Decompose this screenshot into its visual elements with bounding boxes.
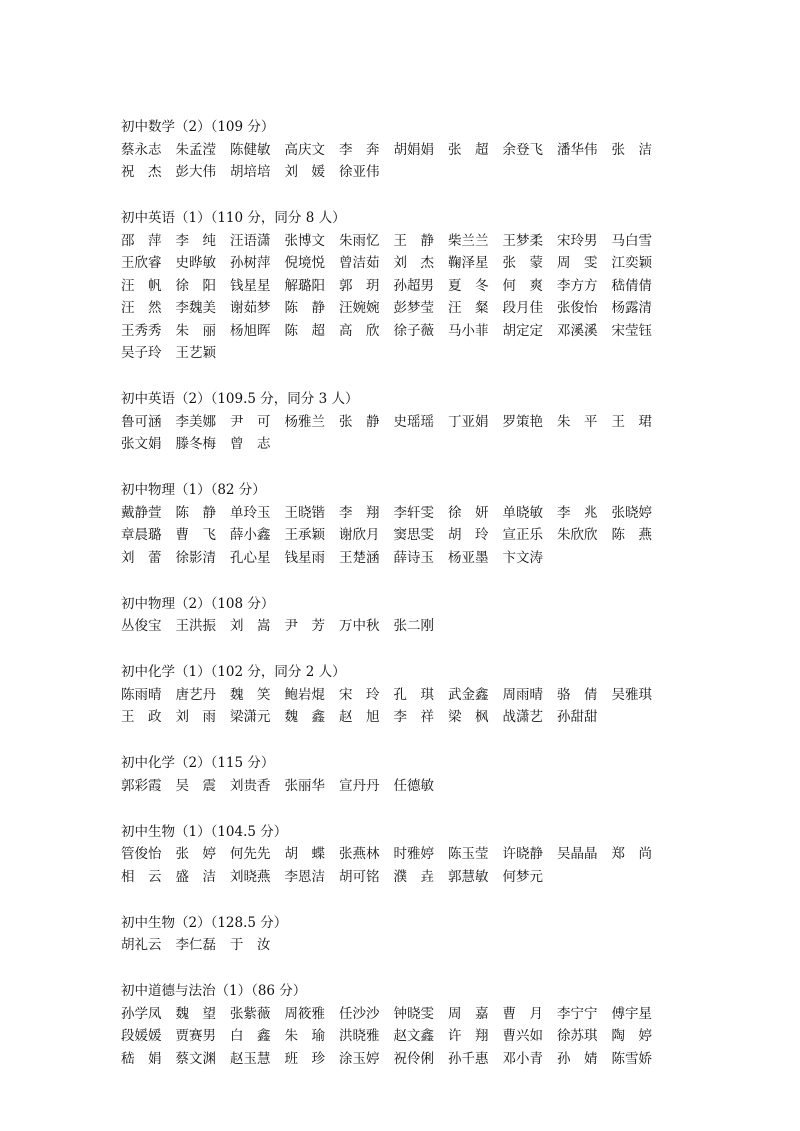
student-name: 王洪振 bbox=[175, 618, 216, 634]
student-name: 吴子玲 bbox=[121, 345, 162, 361]
name-row bbox=[121, 342, 681, 365]
student-name: 周雨晴 bbox=[502, 686, 543, 703]
name-row bbox=[121, 706, 681, 729]
name-row bbox=[121, 502, 681, 525]
student-name: 窦思雯 bbox=[393, 527, 434, 543]
student-name: 陈 静 bbox=[284, 300, 325, 316]
student-name: 张燕林 bbox=[339, 846, 380, 862]
section-heading: 初中物理（1）（82 分） bbox=[121, 482, 266, 498]
student-name: 张 超 bbox=[448, 141, 489, 158]
student-name: 盛 洁 bbox=[175, 868, 216, 885]
section-heading: 初中物理（2）（108 分） bbox=[121, 595, 275, 612]
student-name: 朱雨忆 bbox=[339, 232, 380, 249]
student-name: 张 静 bbox=[339, 413, 380, 430]
student-name: 宋 玲 bbox=[339, 686, 380, 703]
student-name: 李美娜 bbox=[175, 413, 216, 430]
student-name: 徐影清 bbox=[175, 549, 216, 566]
student-name: 周筱雅 bbox=[284, 1005, 325, 1022]
name-row bbox=[121, 866, 681, 889]
student-name: 王晓锴 bbox=[284, 504, 325, 521]
student-name: 郭 玥 bbox=[339, 277, 380, 294]
student-name: 周 雯 bbox=[557, 255, 598, 271]
award-section bbox=[121, 593, 681, 638]
name-row bbox=[121, 1048, 681, 1071]
student-name: 陈玉莹 bbox=[448, 846, 489, 862]
student-name: 王秀秀 bbox=[121, 322, 162, 339]
name-row bbox=[121, 615, 681, 638]
student-name: 梁 枫 bbox=[448, 709, 489, 725]
student-name: 段月佳 bbox=[502, 300, 543, 316]
name-row bbox=[121, 252, 681, 275]
section-heading: 初中道德与法治（1）（86 分） bbox=[121, 983, 307, 999]
student-name: 孔心星 bbox=[230, 549, 271, 566]
student-name: 胡礼云 bbox=[121, 937, 162, 953]
student-name: 钱星星 bbox=[230, 277, 271, 294]
name-row bbox=[121, 275, 681, 298]
student-name: 王艺颖 bbox=[175, 345, 216, 361]
document-page bbox=[121, 116, 681, 1094]
student-name: 孙千惠 bbox=[448, 1050, 489, 1067]
student-name: 胡 玲 bbox=[448, 527, 489, 543]
student-name: 薛小鑫 bbox=[230, 527, 271, 543]
student-name: 班 珍 bbox=[284, 1050, 325, 1067]
section-heading: 初中生物（1）（104.5 分） bbox=[121, 823, 288, 840]
student-name: 罗策艳 bbox=[502, 413, 543, 430]
student-name: 任沙沙 bbox=[339, 1005, 380, 1022]
student-name: 何梦元 bbox=[502, 868, 543, 885]
student-name: 陶 婷 bbox=[611, 1028, 652, 1044]
student-name: 余登飞 bbox=[502, 141, 543, 158]
student-name: 汪语潇 bbox=[230, 232, 271, 249]
student-name: 骆 倩 bbox=[557, 686, 598, 703]
student-name: 洪晓雅 bbox=[339, 1028, 380, 1044]
student-name: 孙学凤 bbox=[121, 1005, 162, 1022]
name-row bbox=[121, 139, 681, 162]
student-name: 徐 妍 bbox=[448, 504, 489, 521]
student-name: 于 汝 bbox=[230, 937, 271, 953]
name-row bbox=[121, 843, 681, 866]
student-name: 史晔敏 bbox=[175, 255, 216, 271]
student-name: 高庆文 bbox=[284, 141, 325, 158]
student-name: 徐子薇 bbox=[393, 322, 434, 339]
student-name: 李仁磊 bbox=[175, 937, 216, 953]
student-name: 王 静 bbox=[393, 232, 434, 249]
student-name: 张 婷 bbox=[175, 846, 216, 862]
student-name: 李 翔 bbox=[339, 504, 380, 521]
student-name: 李宁宁 bbox=[557, 1005, 598, 1022]
student-name: 刘 嵩 bbox=[230, 618, 271, 634]
student-name: 刘 蕾 bbox=[121, 549, 162, 566]
student-name: 郑 尚 bbox=[611, 846, 652, 862]
student-name: 孔 琪 bbox=[393, 686, 434, 703]
student-name: 李魏美 bbox=[175, 300, 216, 316]
student-name: 汪 粲 bbox=[448, 300, 489, 316]
award-section bbox=[121, 752, 681, 797]
name-row bbox=[121, 934, 681, 957]
student-name: 魏 望 bbox=[175, 1005, 216, 1022]
student-name: 孙超男 bbox=[393, 277, 434, 294]
student-name: 王楚涵 bbox=[339, 549, 380, 566]
student-name: 周 嘉 bbox=[448, 1005, 489, 1022]
student-name: 彭梦莹 bbox=[393, 300, 434, 316]
student-name: 孙甜甜 bbox=[557, 709, 598, 725]
student-name: 孙 婧 bbox=[557, 1050, 598, 1067]
student-name: 徐苏琪 bbox=[557, 1028, 598, 1044]
student-name: 汪 帆 bbox=[121, 277, 162, 294]
student-name: 刘 雨 bbox=[175, 709, 216, 725]
student-name: 马白雪 bbox=[611, 232, 652, 249]
student-name: 濮 垚 bbox=[393, 868, 434, 885]
award-section bbox=[121, 980, 681, 1070]
student-name: 赵文鑫 bbox=[393, 1028, 434, 1044]
student-name: 李 奔 bbox=[339, 141, 380, 158]
name-row bbox=[121, 433, 681, 456]
student-name: 管俊怡 bbox=[121, 846, 162, 862]
student-name: 陈 超 bbox=[284, 322, 325, 339]
student-name: 王 政 bbox=[121, 709, 162, 725]
student-name: 魏 笑 bbox=[230, 686, 271, 703]
student-name: 史瑶瑶 bbox=[393, 413, 434, 430]
student-name: 何先先 bbox=[230, 846, 271, 862]
student-name: 万中秋 bbox=[339, 618, 380, 634]
name-row bbox=[121, 684, 681, 707]
student-name: 宋玲男 bbox=[557, 232, 598, 249]
student-name: 宣丹丹 bbox=[339, 777, 380, 794]
student-name: 战潇艺 bbox=[502, 709, 543, 725]
student-name: 曹 月 bbox=[502, 1005, 543, 1022]
student-name: 汪婉婉 bbox=[339, 300, 380, 316]
student-name: 蔡永志 bbox=[121, 141, 162, 158]
student-name: 陈 静 bbox=[175, 504, 216, 521]
student-name: 郭慧敏 bbox=[448, 868, 489, 885]
student-name: 彭大伟 bbox=[175, 164, 216, 180]
student-name: 李 祥 bbox=[393, 709, 434, 725]
student-name: 张丽华 bbox=[284, 777, 325, 794]
name-row bbox=[121, 775, 681, 798]
student-name: 钱星雨 bbox=[284, 549, 325, 566]
student-name: 宣正乐 bbox=[502, 527, 543, 543]
student-name: 朱 丽 bbox=[175, 322, 216, 339]
student-name: 蔡文渊 bbox=[175, 1050, 216, 1067]
student-name: 傅宇星 bbox=[611, 1005, 652, 1022]
student-name: 朱欣欣 bbox=[557, 527, 598, 543]
student-name: 张博文 bbox=[284, 232, 325, 249]
student-name: 王梦柔 bbox=[502, 232, 543, 249]
award-section bbox=[121, 661, 681, 729]
student-name: 潘华伟 bbox=[557, 141, 598, 158]
student-name: 李轩雯 bbox=[393, 504, 434, 521]
student-name: 张 蒙 bbox=[502, 255, 543, 271]
student-name: 鲁可涵 bbox=[121, 413, 162, 430]
student-name: 胡可铭 bbox=[339, 868, 380, 885]
student-name: 丁亚娟 bbox=[448, 413, 489, 430]
student-name: 武金鑫 bbox=[448, 686, 489, 703]
student-name: 李方方 bbox=[557, 277, 598, 294]
student-name: 张二刚 bbox=[393, 618, 434, 634]
student-name: 祝伶俐 bbox=[393, 1050, 434, 1067]
student-name: 王欣睿 bbox=[121, 255, 162, 271]
student-name: 杨亚墨 bbox=[448, 549, 489, 566]
student-name: 高 欣 bbox=[339, 322, 380, 339]
name-row bbox=[121, 1003, 681, 1026]
student-name: 杨露清 bbox=[611, 300, 652, 316]
name-row bbox=[121, 230, 681, 253]
award-section bbox=[121, 207, 681, 365]
student-name: 曹兴如 bbox=[502, 1028, 543, 1044]
student-name: 赵玉慧 bbox=[230, 1050, 271, 1067]
student-name: 章晨璐 bbox=[121, 527, 162, 543]
student-name: 陈雪娇 bbox=[611, 1050, 652, 1067]
student-name: 邓溪溪 bbox=[557, 322, 598, 339]
name-row bbox=[121, 320, 681, 343]
section-heading: 初中数学（2）（109 分） bbox=[121, 119, 275, 135]
student-name: 刘贵香 bbox=[230, 777, 271, 794]
section-heading: 初中化学（1）（102 分，同分 2 人） bbox=[121, 664, 346, 680]
student-name: 卞文涛 bbox=[502, 549, 543, 566]
student-name: 许晓静 bbox=[502, 846, 543, 862]
student-name: 何 爽 bbox=[502, 277, 543, 294]
student-name: 杨旭晖 bbox=[230, 322, 271, 339]
student-name: 时雅婷 bbox=[393, 846, 434, 862]
student-name: 李恩洁 bbox=[284, 868, 325, 885]
student-name: 鲍岩焜 bbox=[284, 686, 325, 703]
award-section bbox=[121, 116, 681, 184]
student-name: 马小菲 bbox=[448, 322, 489, 339]
student-name: 刘 媛 bbox=[284, 164, 325, 180]
student-name: 涂玉婷 bbox=[339, 1050, 380, 1067]
award-section bbox=[121, 821, 681, 889]
student-name: 柴兰兰 bbox=[448, 232, 489, 249]
student-name: 解璐阳 bbox=[284, 277, 325, 294]
student-name: 汪 然 bbox=[121, 300, 162, 316]
student-name: 杨雅兰 bbox=[284, 413, 325, 430]
student-name: 任德敏 bbox=[393, 777, 434, 794]
student-name: 梁潇元 bbox=[230, 709, 271, 725]
student-name: 吴晶晶 bbox=[557, 846, 598, 862]
student-name: 唐艺丹 bbox=[175, 686, 216, 703]
name-row bbox=[121, 524, 681, 547]
student-name: 宋莹钰 bbox=[611, 322, 652, 339]
student-name: 倪境悦 bbox=[284, 255, 325, 271]
student-name: 张紫薇 bbox=[230, 1005, 271, 1022]
student-name: 李 兆 bbox=[557, 504, 598, 521]
student-name: 张文娟 bbox=[121, 436, 162, 452]
student-name: 单玲玉 bbox=[230, 504, 271, 521]
student-name: 王承颖 bbox=[284, 527, 325, 543]
student-name: 谢欣月 bbox=[339, 527, 380, 543]
section-heading: 初中生物（2）（128.5 分） bbox=[121, 914, 288, 931]
award-section bbox=[121, 388, 681, 456]
student-name: 段媛媛 bbox=[121, 1028, 162, 1044]
student-name: 徐亚伟 bbox=[339, 164, 380, 180]
student-name: 单晓敏 bbox=[502, 504, 543, 521]
student-name: 相 云 bbox=[121, 868, 162, 885]
student-name: 江奕颖 bbox=[611, 255, 652, 271]
name-row bbox=[121, 161, 681, 184]
student-name: 孙树萍 bbox=[230, 255, 271, 271]
student-name: 尹 可 bbox=[230, 413, 271, 430]
student-name: 郭彩霞 bbox=[121, 777, 162, 794]
student-name: 钟晓雯 bbox=[393, 1005, 434, 1022]
student-name: 徐 阳 bbox=[175, 277, 216, 294]
student-name: 胡定定 bbox=[502, 322, 543, 339]
student-name: 白 鑫 bbox=[230, 1028, 271, 1044]
student-name: 刘 杰 bbox=[393, 255, 434, 271]
student-name: 曹 飞 bbox=[175, 527, 216, 543]
name-row bbox=[121, 547, 681, 570]
student-name: 邵 萍 bbox=[121, 232, 162, 249]
student-name: 张俊怡 bbox=[557, 300, 598, 316]
student-name: 祝 杰 bbox=[121, 164, 162, 180]
student-name: 曾 志 bbox=[230, 436, 271, 452]
student-name: 滕冬梅 bbox=[175, 436, 216, 452]
student-name: 鞠泽星 bbox=[448, 255, 489, 271]
student-name: 嵇 娟 bbox=[121, 1050, 162, 1067]
student-name: 曾洁茹 bbox=[339, 255, 380, 271]
student-name: 张 洁 bbox=[611, 141, 652, 158]
name-row bbox=[121, 1025, 681, 1048]
student-name: 贾赛男 bbox=[175, 1028, 216, 1044]
section-heading: 初中英语（2）（109.5 分，同分 3 人） bbox=[121, 391, 359, 407]
name-row bbox=[121, 297, 681, 320]
student-name: 邓小青 bbox=[502, 1050, 543, 1067]
student-name: 陈 燕 bbox=[611, 527, 652, 543]
section-heading: 初中英语（1）（110 分，同分 8 人） bbox=[121, 210, 346, 226]
student-name: 刘晓燕 bbox=[230, 868, 271, 885]
award-section bbox=[121, 912, 681, 957]
student-name: 张晓婷 bbox=[611, 504, 652, 521]
student-name: 胡培培 bbox=[230, 164, 271, 180]
student-name: 陈健敏 bbox=[230, 141, 271, 158]
student-name: 嵇倩倩 bbox=[611, 277, 652, 294]
student-name: 戴静萱 bbox=[121, 504, 162, 521]
student-name: 陈雨晴 bbox=[121, 686, 162, 703]
student-name: 吴雅琪 bbox=[611, 686, 652, 703]
student-name: 丛俊宝 bbox=[121, 618, 162, 634]
student-name: 胡娟娟 bbox=[393, 141, 434, 158]
student-name: 赵 旭 bbox=[339, 709, 380, 725]
student-name: 朱孟滢 bbox=[175, 141, 216, 158]
award-section bbox=[121, 479, 681, 569]
student-name: 魏 鑫 bbox=[284, 709, 325, 725]
student-name: 朱 平 bbox=[557, 413, 598, 430]
student-name: 谢茹梦 bbox=[230, 300, 271, 316]
student-name: 王 珺 bbox=[611, 413, 652, 430]
student-name: 朱 瑜 bbox=[284, 1028, 325, 1044]
student-name: 许 翔 bbox=[448, 1028, 489, 1044]
section-heading: 初中化学（2）（115 分） bbox=[121, 755, 275, 771]
student-name: 薛诗玉 bbox=[393, 549, 434, 566]
student-name: 李 纯 bbox=[175, 232, 216, 249]
student-name: 胡 蝶 bbox=[284, 846, 325, 862]
student-name: 吴 震 bbox=[175, 777, 216, 794]
student-name: 夏 冬 bbox=[448, 277, 489, 294]
student-name: 尹 芳 bbox=[284, 618, 325, 634]
name-row bbox=[121, 411, 681, 434]
